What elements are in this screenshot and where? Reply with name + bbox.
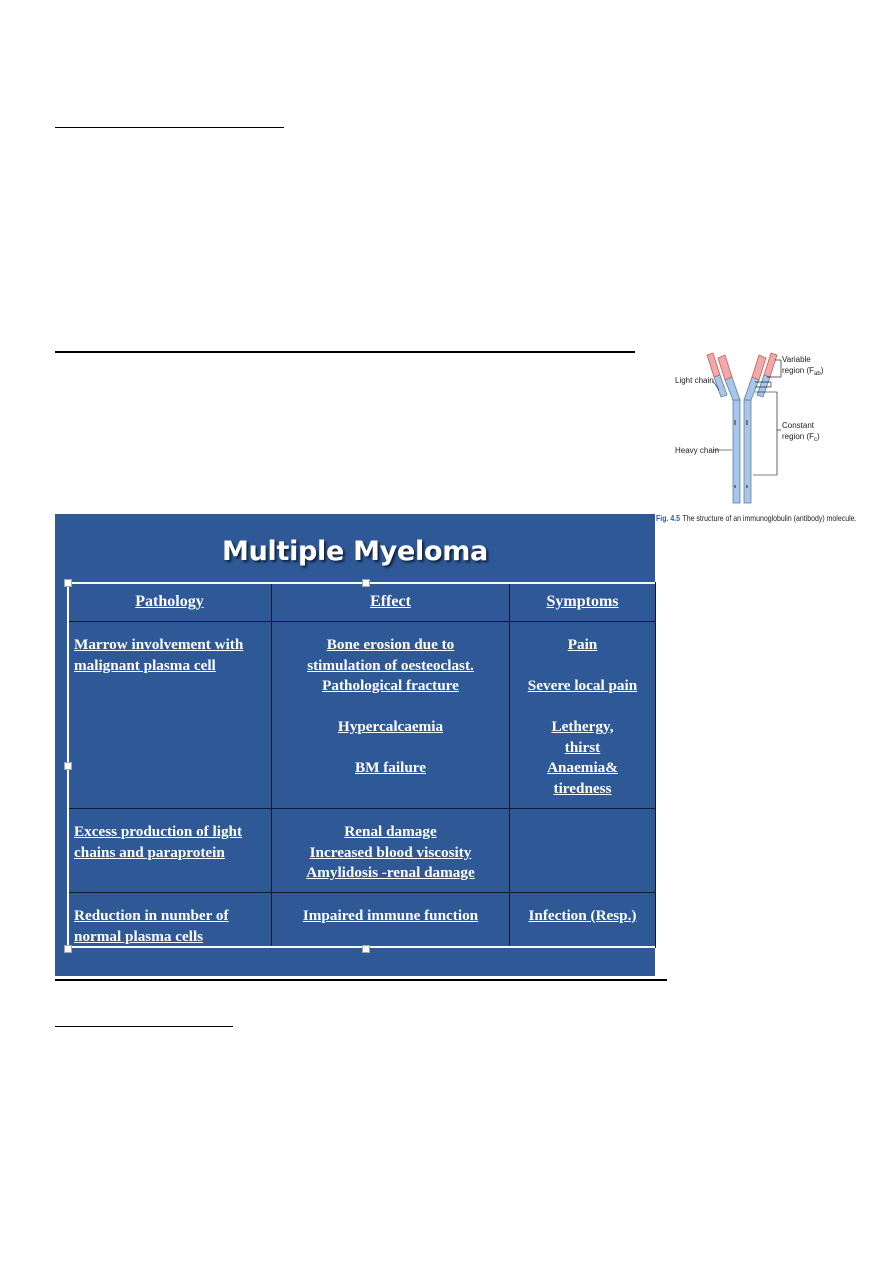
cell-line: chains and paraprotein: [74, 843, 225, 861]
cell-line: BM failure: [354, 759, 426, 776]
figure-caption: [656, 513, 857, 523]
antibody-structure-figure: [655, 345, 840, 530]
cell-line: Excess production of light: [74, 823, 243, 840]
resize-handle[interactable]: [64, 945, 72, 953]
label-constant-subscript: c: [814, 437, 818, 443]
cell-line: Increased blood viscosity: [309, 843, 472, 861]
cell-line: Infection (Resp.): [528, 907, 637, 924]
header-symptoms: Symptoms: [510, 583, 656, 622]
svg-text:region (Fab): region $(F_{ab})$: [782, 366, 824, 377]
cell-line: Anaemia&: [547, 759, 618, 776]
label-constant-region: region (F: [782, 432, 815, 441]
resize-handle[interactable]: [362, 579, 370, 587]
right-arm-heavy: [744, 377, 759, 400]
cell-line: thirst: [564, 738, 601, 756]
cell-line: Pain: [567, 636, 598, 653]
selection-frame[interactable]: [67, 582, 655, 948]
cell-line: normal plasma cells: [74, 927, 204, 945]
right-light-variable: [764, 353, 777, 377]
header-effect: Effect: [272, 583, 510, 622]
label-heavy-chain: Heavy chain: [675, 446, 720, 455]
cell-line: stimulation of oesteoclast.: [307, 656, 474, 674]
section-rule-1: [55, 127, 284, 128]
left-light-variable: [707, 353, 720, 377]
cell-line: Lethergy,: [551, 718, 614, 735]
label-light-chain: Light chain: [675, 376, 714, 385]
resize-handle[interactable]: [64, 762, 72, 770]
cell-line: Reduction in number of: [74, 907, 229, 924]
section-rule-4: [55, 1026, 233, 1027]
label-variable-subscript: ab: [814, 371, 821, 377]
svg-text:region (Fc): region $(F_c)$: [782, 432, 820, 443]
cell-line: malignant plasma cell: [74, 656, 216, 674]
cell-line: Impaired immune function: [302, 907, 479, 924]
cell-line: tiredness: [553, 779, 612, 797]
section-rule-3: [55, 979, 667, 981]
cell-line: Hypercalcaemia: [337, 718, 444, 735]
figure-caption-text: The structure of an immunoglobulin (antibody) molecule.: [682, 513, 857, 523]
cell-line: Severe local pain: [527, 677, 638, 694]
cell-line: Renal damage: [344, 823, 437, 840]
header-pathology: Pathology: [68, 583, 272, 622]
cell-line: Pathological fracture: [322, 677, 459, 694]
slide-title: Multiple Myeloma: [222, 536, 488, 567]
heavy-chain-left: [733, 400, 740, 503]
resize-handle[interactable]: [362, 945, 370, 953]
multiple-myeloma-slide: [55, 514, 655, 976]
label-variable-region: region (F: [782, 366, 815, 375]
left-arm-heavy: [725, 377, 740, 400]
cell-line: Bone erosion due to: [326, 636, 455, 653]
label-variable: Variable: [782, 355, 811, 364]
cell-line: Marrow involvement with: [74, 636, 244, 653]
label-constant: Constant: [782, 421, 815, 430]
heavy-chain-right: [744, 400, 751, 503]
figure-caption-number: Fig. 4.5: [656, 513, 681, 523]
section-rule-2: [55, 351, 635, 353]
resize-handle[interactable]: [64, 579, 72, 587]
cell-line: Amylidosis -renal damage: [306, 864, 475, 881]
